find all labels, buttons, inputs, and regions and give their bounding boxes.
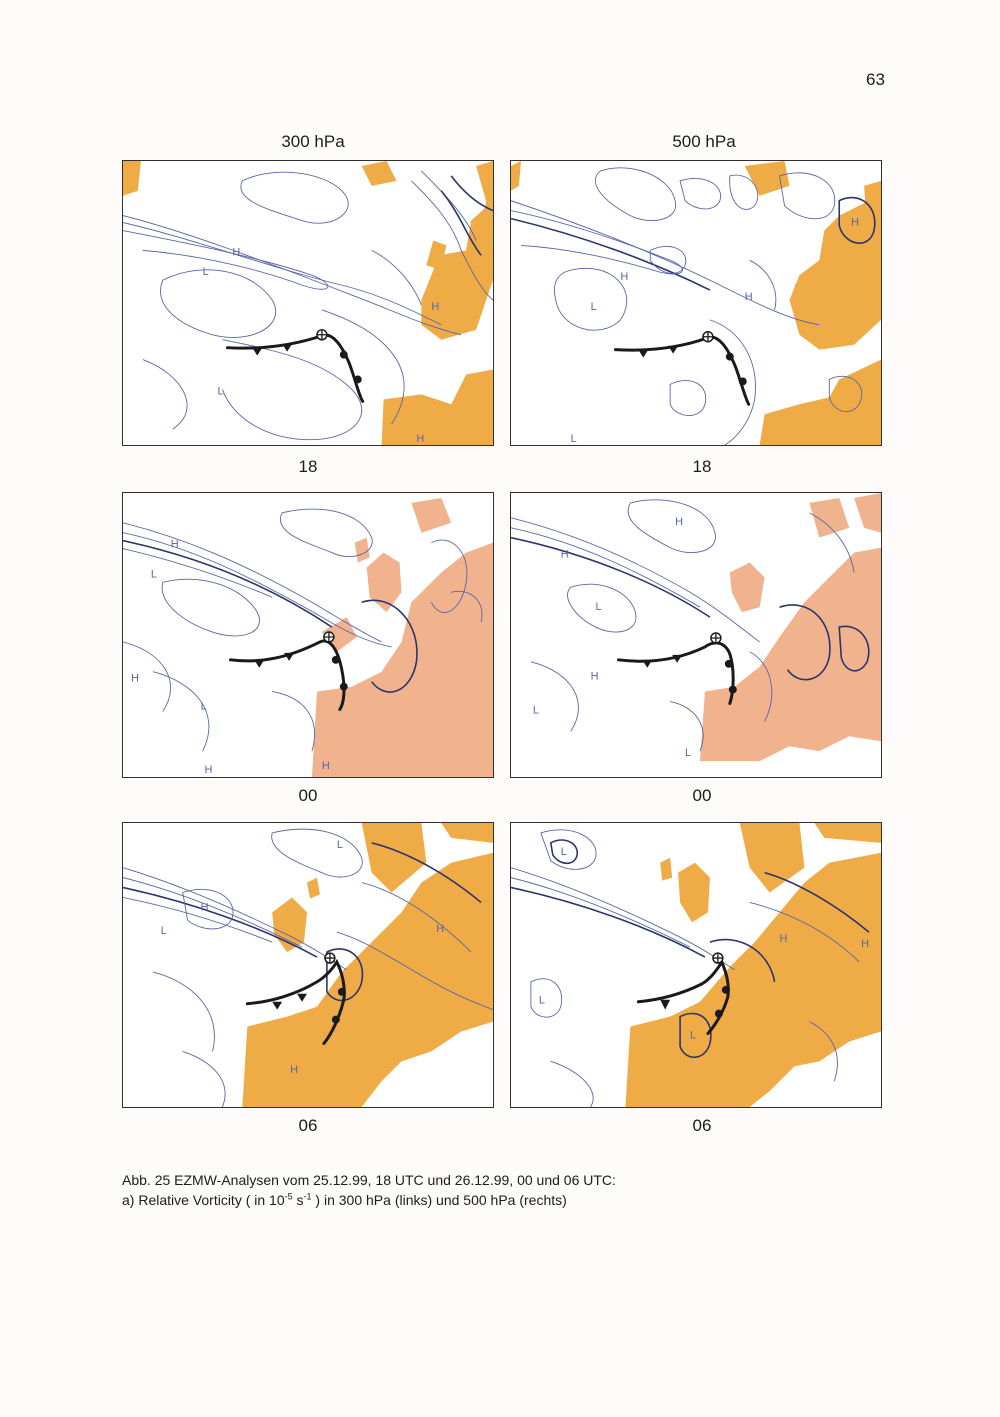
front-lines <box>227 330 362 401</box>
pressure-center-label: H <box>744 291 753 304</box>
vorticity-map-300hpa-06 <box>123 823 493 1107</box>
pressure-center-label: H <box>779 933 788 946</box>
map-panel-500hpa-18 <box>510 160 882 446</box>
caption-line-2 <box>122 1190 616 1210</box>
land-shading <box>511 161 881 445</box>
time-label-300hpa-18: 18 <box>298 457 318 476</box>
caption-line-1: Abb. 25 EZMW-Analysen vom 25.12.99, 18 UTC und 26.12.99, 00 und 06 UTC: <box>122 1172 616 1188</box>
pressure-center-label: H <box>321 760 330 773</box>
pressure-center-label: H <box>200 901 209 914</box>
pressure-center-label: L <box>217 385 224 398</box>
map-panel-300hpa-18 <box>122 160 494 446</box>
page-number: 63 <box>866 70 885 89</box>
map-panel-500hpa-06 <box>510 822 882 1108</box>
pressure-center-label: H <box>170 538 179 551</box>
pressure-center-label: L <box>160 925 167 938</box>
vorticity-map-300hpa-00 <box>123 493 493 777</box>
pressure-center-label: L <box>560 845 567 858</box>
caption-text-b: s <box>292 1192 304 1208</box>
pressure-center-label: L <box>690 1029 697 1042</box>
time-label-300hpa-00: 00 <box>298 786 318 805</box>
pressure-center-label: L <box>336 838 343 851</box>
time-label-500hpa-00: 00 <box>692 786 712 805</box>
land-shading <box>312 498 493 777</box>
time-label-500hpa-06: 06 <box>692 1116 712 1135</box>
vorticity-map-500hpa-18 <box>511 161 881 445</box>
land-shading <box>242 823 493 1107</box>
column-header-300hpa: 300 hPa <box>281 132 345 151</box>
map-panel-300hpa-06 <box>122 822 494 1108</box>
pressure-center-label: H <box>861 938 870 951</box>
land-shading <box>700 493 881 761</box>
map-panel-300hpa-00 <box>122 492 494 778</box>
time-label-300hpa-06: 06 <box>298 1116 318 1135</box>
pressure-center-label: L <box>200 700 207 713</box>
vorticity-map-500hpa-00 <box>511 493 881 777</box>
vorticity-map-300hpa-18 <box>123 161 493 445</box>
pressure-center-label: L <box>595 601 602 614</box>
pressure-center-label: H <box>620 271 629 284</box>
pressure-center-label: H <box>590 670 599 683</box>
caption-exponent-1: -5 <box>284 1191 293 1202</box>
pressure-center-label: L <box>590 300 597 313</box>
pressure-center-label: H <box>130 672 139 685</box>
pressure-center-label: H <box>436 923 445 936</box>
pressure-center-label: L <box>685 747 692 760</box>
pressure-center-label: L <box>538 994 545 1007</box>
land-shading <box>625 823 881 1107</box>
caption-text-c: ) in 300 hPa (links) und 500 hPa (rechts) <box>311 1192 567 1208</box>
caption-exponent-2: -1 <box>303 1191 312 1202</box>
map-panel-500hpa-00 <box>510 492 882 778</box>
pressure-center-label: L <box>202 266 209 279</box>
pressure-center-label: L <box>570 433 577 445</box>
pressure-center-label: H <box>851 216 860 229</box>
figure-caption <box>122 1170 616 1210</box>
caption-text-a: a) Relative Vorticity ( in 10 <box>122 1192 285 1208</box>
pressure-center-label: H <box>560 548 569 561</box>
pressure-center-label: L <box>532 704 539 717</box>
pressure-center-label: L <box>150 568 157 581</box>
pressure-center-label: H <box>204 764 213 777</box>
pressure-center-label: H <box>675 515 684 528</box>
vorticity-map-500hpa-06 <box>511 823 881 1107</box>
front-lines <box>615 332 748 404</box>
pressure-center-label: H <box>290 1064 298 1077</box>
column-header-500hpa: 500 hPa <box>672 132 736 151</box>
pressure-center-label: H <box>431 300 440 313</box>
time-label-500hpa-18: 18 <box>692 457 712 476</box>
pressure-center-label: H <box>232 246 241 259</box>
pressure-center-label: H <box>416 433 425 445</box>
